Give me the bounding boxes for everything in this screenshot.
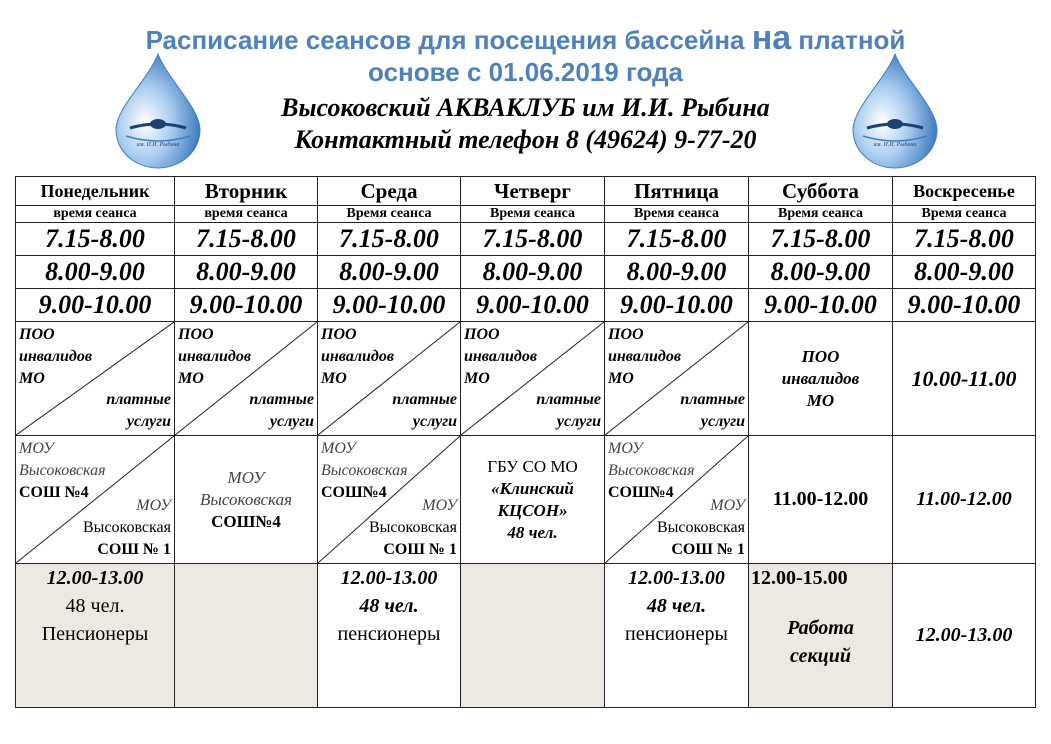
title-part-b: платной: [791, 25, 906, 55]
session-time: 8.00-9.00: [605, 256, 749, 289]
session-type-label: время сеанса: [16, 206, 175, 223]
cell-line: МОУ: [227, 467, 265, 487]
cell-line: МО: [464, 370, 490, 387]
poo-row: [16, 322, 1036, 436]
cell-line: пенсионеры: [337, 623, 441, 645]
cell-line: СОШ №4: [19, 484, 89, 501]
aquaclub-logo-right: [845, 50, 945, 170]
day-header: Среда: [318, 177, 461, 206]
cell-line: ПОО: [608, 326, 644, 343]
day-header: Вторник: [175, 177, 318, 206]
session-type-row: [16, 206, 1036, 223]
session-time: 8.00-9.00: [16, 256, 175, 289]
session-type-label: Время сеанса: [461, 206, 605, 223]
split-cell: [16, 322, 175, 436]
split-cell: [605, 436, 749, 564]
session-type-label: Время сеанса: [749, 206, 893, 223]
split-cell: [318, 436, 461, 564]
session-type-label: Время сеанса: [893, 206, 1036, 223]
session-time: 7.15-8.00: [749, 223, 893, 256]
cell-line: 48 чел.: [65, 595, 125, 617]
day-header: Пятница: [605, 177, 749, 206]
cell-line: СОШ № 1: [383, 541, 457, 558]
session-time: 7.15-8.00: [16, 223, 175, 256]
sunday-time: 10.00-11.00: [893, 322, 1036, 436]
club-phone: Контактный телефон 8 (49624) 9-77-20: [294, 125, 757, 154]
empty-cell: [175, 564, 318, 708]
day-header: Понедельник: [16, 177, 175, 206]
sunday-time: 11.00-12.00: [893, 436, 1036, 564]
cell-line: Высоковская: [368, 519, 457, 536]
cell-line: платные: [536, 391, 601, 408]
cell-line: платные: [392, 391, 457, 408]
schedule-table: [15, 176, 1036, 708]
cell-line: инвалидов: [321, 348, 395, 365]
session-time: 7.15-8.00: [461, 223, 605, 256]
session-type-label: время сеанса: [175, 206, 318, 223]
pensioners-row: [16, 564, 1036, 708]
wednesday-pensioners-cell: [318, 564, 461, 708]
school-row: [16, 436, 1036, 564]
session-time: 9.00-10.00: [605, 289, 749, 322]
session-type-label: Время сеанса: [318, 206, 461, 223]
cell-line: КЦСОН»: [497, 500, 568, 520]
monday-pensioners-cell: [16, 564, 175, 708]
cell-line: СОШ№4: [321, 484, 387, 501]
saturday-sections-cell: [749, 564, 893, 708]
cell-line: услуги: [556, 413, 601, 430]
cell-line: ПОО: [464, 326, 500, 343]
cell-line: Пенсионеры: [41, 623, 149, 645]
cell-line: 12.00-13.00: [340, 567, 438, 589]
cell-line: Высоковская: [82, 519, 171, 536]
time-row: [16, 223, 1036, 256]
club-name: Высоковский АКВАКЛУБ им И.И. Рыбина: [281, 93, 770, 122]
time-row: [16, 256, 1036, 289]
days-row: [16, 177, 1036, 206]
cell-line: услуги: [412, 413, 457, 430]
cell-line: инвалидов: [781, 368, 860, 388]
cell-line: МО: [178, 370, 204, 387]
cell-line: инвалидов: [608, 348, 682, 365]
cell-line: МОУ: [321, 440, 356, 457]
session-time: 8.00-9.00: [175, 256, 318, 289]
cell-line: Высоковская: [656, 519, 745, 536]
cell-line: МОУ: [710, 497, 745, 514]
cell-line: Высоковская: [200, 489, 292, 509]
cell-line: СОШ№4: [211, 511, 281, 531]
session-type-label: Время сеанса: [605, 206, 749, 223]
cell-line: СОШ № 1: [97, 541, 171, 558]
cell-line: «Клинский: [491, 478, 574, 498]
saturday-poo-cell: [749, 322, 893, 436]
cell-line: Высоковская: [608, 462, 695, 479]
session-time: 9.00-10.00: [16, 289, 175, 322]
title-big-word: на: [751, 19, 792, 57]
cell-line: МО: [608, 370, 634, 387]
cell-line: инвалидов: [19, 348, 93, 365]
split-cell: [318, 322, 461, 436]
cell-line: ПОО: [321, 326, 357, 343]
cell-line: Высоковская: [321, 462, 408, 479]
cell-line: пенсионеры: [625, 623, 728, 645]
cell-line: 48 чел.: [359, 595, 419, 617]
empty-cell: [461, 564, 605, 708]
cell-line: МО: [321, 370, 347, 387]
session-time: 9.00-10.00: [893, 289, 1036, 322]
day-header: Четверг: [461, 177, 605, 206]
cell-line: 12.00-15.00: [751, 567, 848, 589]
cell-line: МО: [19, 370, 45, 387]
cell-line: Высоковская: [19, 462, 106, 479]
cell-line: платные: [106, 391, 171, 408]
thursday-gbu-cell: [461, 436, 605, 564]
sunday-time: 12.00-13.00: [893, 564, 1036, 708]
aquaclub-logo-left: [108, 50, 208, 170]
cell-line: платные: [249, 391, 314, 408]
session-time: 7.15-8.00: [318, 223, 461, 256]
cell-line: 48 чел.: [507, 522, 558, 542]
cell-line: МОУ: [608, 440, 643, 457]
session-time: 9.00-10.00: [749, 289, 893, 322]
session-time: 8.00-9.00: [749, 256, 893, 289]
split-cell: [461, 322, 605, 436]
session-time: 7.15-8.00: [175, 223, 318, 256]
time-row: [16, 289, 1036, 322]
cell-line: МО: [806, 390, 835, 410]
day-header: Воскресенье: [893, 177, 1036, 206]
cell-line: услуги: [269, 413, 314, 430]
cell-line: Работа: [787, 617, 854, 639]
session-time: 9.00-10.00: [318, 289, 461, 322]
cell-line: МОУ: [19, 440, 54, 457]
logo-sub-text: им. И.И. Рыбина: [136, 142, 180, 148]
cell-line: 12.00-13.00: [628, 567, 725, 589]
friday-pensioners-cell: [605, 564, 749, 708]
cell-line: платные: [680, 391, 745, 408]
cell-line: СОШ № 1: [671, 541, 745, 558]
title-line2: основе с 01.06.2019 года: [368, 57, 683, 87]
session-time: 7.15-8.00: [893, 223, 1036, 256]
cell-line: инвалидов: [464, 348, 538, 365]
saturday-time: 11.00-12.00: [749, 436, 893, 564]
session-time: 8.00-9.00: [318, 256, 461, 289]
session-time: 9.00-10.00: [175, 289, 318, 322]
cell-line: ПОО: [801, 346, 840, 366]
cell-line: услуги: [700, 413, 745, 430]
split-cell: [16, 436, 175, 564]
session-time: 9.00-10.00: [461, 289, 605, 322]
day-header: Суббота: [749, 177, 893, 206]
split-cell: [605, 322, 749, 436]
title-part-a: Расписание сеансов для посещения бассейна: [145, 25, 752, 55]
cell-line: МОУ: [136, 497, 171, 514]
tuesday-school-cell: [175, 436, 318, 564]
cell-line: СОШ№4: [608, 484, 674, 501]
session-time: 8.00-9.00: [893, 256, 1036, 289]
cell-line: ПОО: [19, 326, 55, 343]
cell-line: 12.00-13.00: [46, 567, 144, 589]
logo-sub-text: им. И.И. Рыбина: [873, 142, 917, 148]
cell-line: ГБУ СО МО: [487, 456, 578, 476]
session-time: 8.00-9.00: [461, 256, 605, 289]
session-time: 7.15-8.00: [605, 223, 749, 256]
cell-line: услуги: [126, 413, 171, 430]
cell-line: МОУ: [422, 497, 457, 514]
cell-line: 48 чел.: [646, 595, 707, 617]
cell-line: инвалидов: [178, 348, 252, 365]
cell-line: секций: [790, 645, 851, 667]
cell-line: ПОО: [178, 326, 214, 343]
split-cell: [175, 322, 318, 436]
